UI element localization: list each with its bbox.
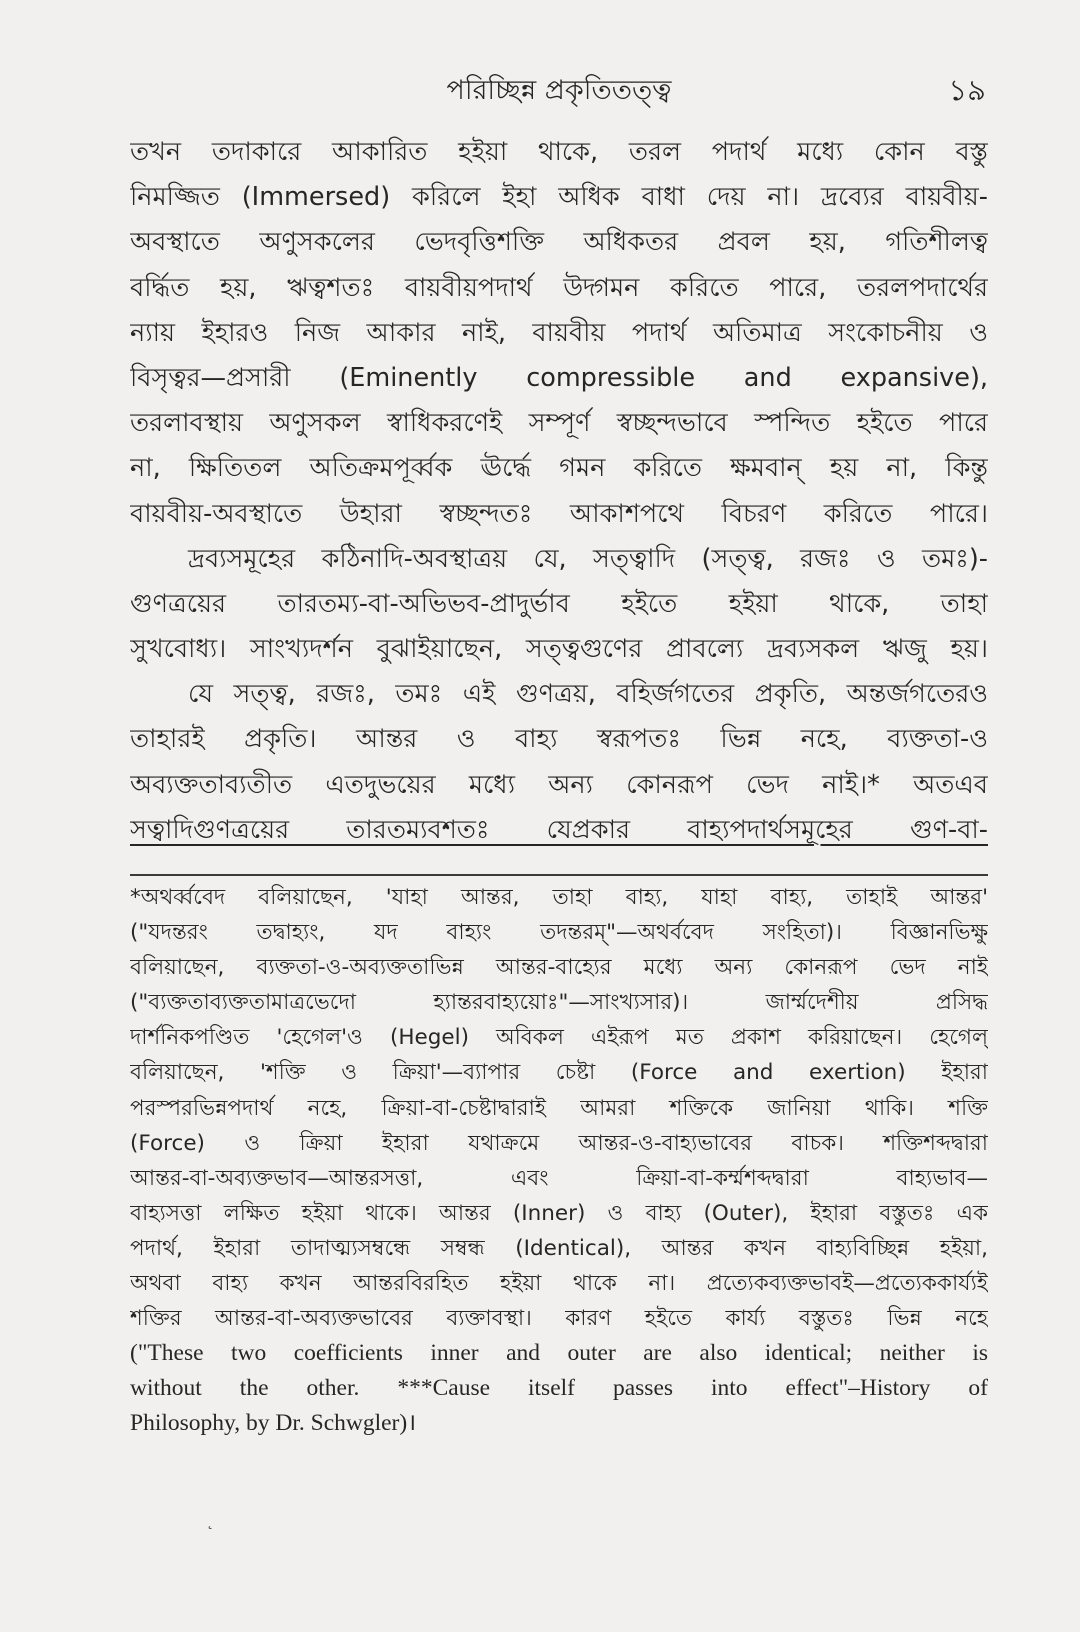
footnote-line: ("যদন্তরং তদ্বাহ্যং, যদ বাহ্যং তদন্তরম্"—অথর্ববেদ সংহিতা)। বিজ্ঞানভিক্ষু [130, 920, 988, 946]
footnote-divider [130, 874, 988, 876]
text-line: গুণত্রয়ের তারতম্য-বা-অভিভব-প্রাদুর্ভাব হইতে হইয়া থাকে, তাহা [130, 588, 988, 619]
running-title: পরিচ্ছিন্ন প্রকৃতিতত্ত্ব [446, 75, 672, 106]
footnote-line: *অথর্ব্ববেদ বলিয়াছেন, 'যাহা আন্তর, তাহা বাহ্য, যাহা বাহ্য, তাহাই আন্তর' [130, 885, 988, 910]
text-line: সত্বাদিগুণত্রয়ের তারতম্যবশতঃ যেপ্রকার বাহ্যপদার্থসমূহের গুণ-বা- [130, 814, 988, 845]
footnote-line: আন্তর-বা-অব্যক্তভাব—আন্তরসত্তা, এবং ক্রিয়া-বা-কর্ম্মশব্দদ্বারা বাহ্যভাব— [130, 1165, 988, 1191]
text-line: ন্যায় ইহারও নিজ আকার নাই, বায়বীয় পদার্থ অতিমাত্র সংকোচনীয় ও [130, 317, 988, 348]
footnote-line: বলিয়াছেন, ব্যক্ততা-ও-অব্যক্ততাভিন্ন আন্তর-বাহ্যের মধ্যে অন্য কোনরূপ ভেদ নাই [130, 955, 988, 981]
footnote-line: ("ব্যক্ততাব্যক্ততামাত্রভেদো হ্যান্তরবাহ্যয়োঃ"—সাংখ্যসার)। জার্ম্মদেশীয় প্রসিদ্ধ [130, 990, 988, 1016]
page-header [130, 68, 988, 108]
footnote-line: দার্শনিকপণ্ডিত 'হেগেল'ও (Hegel) অবিকল এইরূপ মত প্রকাশ করিয়াছেন। হেগেল্ [130, 1025, 988, 1051]
footnote-line: পদার্থ, ইহারা তাদাত্ম্যসম্বন্ধে সম্বন্ধ (Identical), আন্তর কখন বাহ্যবিচ্ছিন্ন হইয়া, [130, 1235, 988, 1261]
footnote-line: বাহ্যসত্তা লক্ষিত হইয়া থাকে। আন্তর (Inner) ও বাহ্য (Outer), ইহারা বস্তুতঃ এক [130, 1200, 988, 1226]
page-number: ১৯ [948, 73, 986, 107]
text-line: যে সত্ত্ব, রজঃ, তমঃ এই গুণত্রয়, বহির্জগতের প্রকৃতি, অন্তর্জগতেরও [188, 679, 988, 710]
text-line: তাহারই প্রকৃতি। আন্তর ও বাহ্য স্বরূপতঃ ভিন্ন নহে, ব্যক্ততা-ও [130, 724, 988, 755]
footnote-line: অথবা বাহ্য কখন আন্তরবিরহিত হইয়া থাকে না। প্রত্যেকব্যক্তভাবই—প্রত্যেককার্য্যই [130, 1271, 988, 1297]
footnote-line: পরস্পরভিন্নপদার্থ নহে, ক্রিয়া-বা-চেষ্টাদ্বারাই আমরা শক্তিকে জানিয়া থাকি। শক্তি [130, 1095, 988, 1121]
text-line: না, ক্ষিতিতল অতিক্রমপূর্ব্বক ঊর্দ্ধে গমন করিতে ক্ষমবান্ হয় না, কিন্তু [130, 453, 988, 484]
text-line: বর্দ্ধিত হয়, ঋত্বশতঃ বায়বীয়পদার্থ উদ্গমন করিতে পারে, তরলপদার্থের [130, 272, 988, 303]
footnote-line: বলিয়াছেন, 'শক্তি ও ক্রিয়া'—ব্যাপার চেষ্টা (Force and exertion) ইহারা [130, 1060, 988, 1086]
footnote [130, 880, 988, 1442]
text-line: অবস্থাতে অণুসকলের ভেদবৃত্তিশক্তি অধিকতর প্রবল হয়, গতিশীলত্ব [130, 227, 988, 258]
footnote-line: ("These two coefficients inner and outer are also identical; neither is [130, 1340, 988, 1367]
footnote-line: শক্তির আন্তর-বা-অব্যক্তভাবের ব্যক্তাবস্থা। কারণ হইতে কার্য্য বস্তুতঃ ভিন্ন নহে [130, 1306, 988, 1332]
footnote-line: without the other. ***Cause itself passes into effect"–History of [130, 1375, 988, 1402]
text-line: বিসৃত্বর—প্রসারী (Eminently compressible and expansive), [130, 362, 988, 393]
text-line: সুখবোধ্য। সাংখ্যদর্শন বুঝাইয়াছেন, সত্ত্বগুণের প্রাবল্যে দ্রব্যসকল ঋজু হয়। [130, 634, 988, 665]
text-line: দ্রব্যসমূহের কঠিনাদি-অবস্থাত্রয় যে, সত্ত্বাদি (সত্ত্ব, রজঃ ও তমঃ)- [188, 543, 988, 574]
text-line: অব্যক্ততাব্যতীত এতদুভয়ের মধ্যে অন্য কোনরূপ ভেদ নাই।* অতএব [130, 769, 988, 800]
text-line: বায়বীয়-অবস্থাতে উহারা স্বচ্ছন্দতঃ আকাশপথে বিচরণ করিতে পারে। [130, 498, 988, 529]
text-line: তরলাবস্থায় অণুসকল স্বাধিকরণেই সম্পূর্ণ স্বচ্ছন্দভাবে স্পন্দিত হইতে পারে [130, 408, 988, 439]
stray-mark: ˛ [206, 1511, 214, 1530]
text-line: তখন তদাকারে আকারিত হইয়া থাকে, তরল পদার্থ মধ্যে কোন বস্তু [130, 137, 988, 167]
text-line: নিমজ্জিত (Immersed) করিলে ইহা অধিক বাধা দেয় না। দ্রব্যের বায়বীয়- [130, 182, 988, 213]
main-text [130, 130, 988, 853]
footnote-line: (Force) ও ক্রিয়া ইহারা যথাক্রমে আন্তর-ও-বাহ্যভাবের বাচক। শক্তিশব্দদ্বারা [130, 1130, 988, 1156]
footnote-line: Philosophy, by Dr. Schwgler)। [130, 1410, 417, 1437]
